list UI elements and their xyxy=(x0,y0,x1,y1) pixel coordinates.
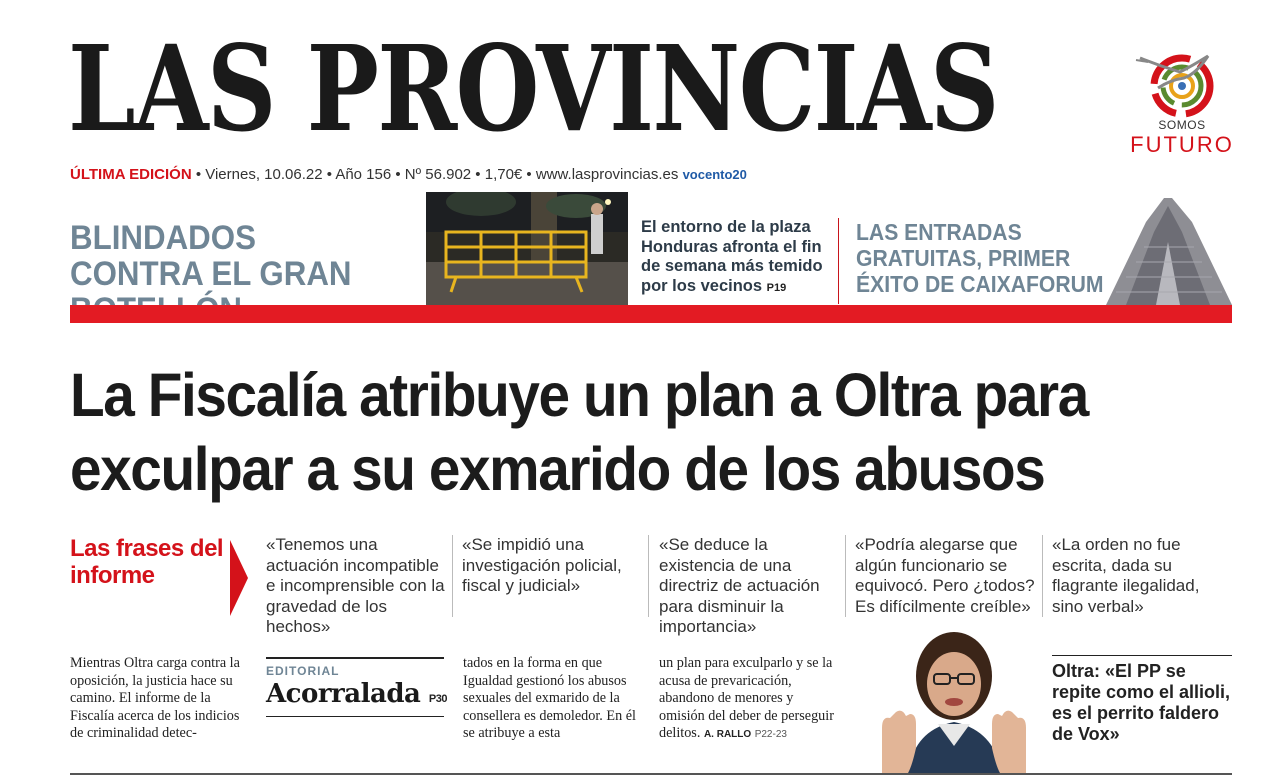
plaza-honduras-photo[interactable] xyxy=(426,192,628,305)
editorial-label: EDITORIAL xyxy=(266,664,340,678)
editorial-headline: Acorralada xyxy=(266,679,421,709)
editorial-title[interactable] xyxy=(266,679,447,709)
quote-divider xyxy=(452,535,453,617)
article-author: A. RALLO xyxy=(703,729,752,741)
quote-2: «Se impidió una investigación policial, fiscal y judicial» xyxy=(462,535,622,595)
edition-label: ÚLTIMA EDICIÓN xyxy=(70,166,192,183)
vocento-logo: vocento20 xyxy=(682,167,747,182)
teaser-caixaforum-title: LAS ENTRADAS GRATUITAS, PRIMER ÉXITO DE CAIXAFORUM xyxy=(856,219,1104,297)
oltra-photo[interactable] xyxy=(868,618,1040,773)
quote-4: «Podría alegarse que algún funcionario se equivocó. Pero ¿todos? Es difícilmente creíble» xyxy=(855,535,1035,616)
logo-futuro: FUTURO xyxy=(1130,132,1234,157)
teaser-botellon-body: El entorno de la plaza Honduras afronta el fin de semana más temido por los vecinos xyxy=(641,218,823,295)
logo-somos: SOMOS xyxy=(1158,118,1206,132)
oltra-quote[interactable]: Oltra: «El PP se repite como el allioli, es el perrito faldero de Vox» xyxy=(1052,661,1231,744)
edition-info xyxy=(70,166,747,183)
red-triangle-arrow-icon xyxy=(230,540,248,616)
quote-5: «La orden no fue escrita, dada su flagrante ilegalidad, sino verbal» xyxy=(1052,535,1200,616)
editorial-rule xyxy=(266,657,444,659)
teaser-botellon-text[interactable] xyxy=(641,218,831,298)
oltra-quote-rule xyxy=(1052,655,1232,656)
masthead-title: LAS PROVINCIAS xyxy=(68,19,998,158)
quote-divider xyxy=(1042,535,1043,617)
article-pages: P22-23 xyxy=(754,729,787,741)
article-column-3 xyxy=(659,655,839,744)
article-column-1: Mientras Oltra carga contra la oposición, la justicia hace su camino. El informe de la Fiscalía acerca de los indicios de criminalidad detec- xyxy=(70,655,240,742)
editorial-page: P30 xyxy=(428,693,447,705)
somos-futuro-logo xyxy=(1130,48,1234,158)
editorial-rule-bottom xyxy=(266,716,444,717)
article-column-3-text: un plan para exculparlo y se la acusa de prevaricación, abandono de menores y omisión del deber de perseguir delitos. xyxy=(659,655,834,742)
teaser-botellon-title[interactable]: BLINDADOS CONTRA EL GRAN xyxy=(70,219,352,293)
quote-3: «Se deduce la existencia de una directriz de actuación para disminuir la importancia» xyxy=(659,535,820,636)
quote-divider xyxy=(845,535,846,617)
edition-details: • Viernes, 10.06.22 • Año 156 • Nº 56.902 • 1,70€ • www.lasprovincias.es xyxy=(191,166,683,183)
heron-emblem-icon xyxy=(1130,48,1234,120)
red-banner xyxy=(70,305,1232,323)
quote-divider xyxy=(648,535,649,617)
bottom-rule xyxy=(70,773,1232,775)
teaser-botellon-page: P19 xyxy=(766,281,787,294)
teaser-divider xyxy=(838,218,839,304)
caixaforum-building-photo[interactable] xyxy=(1106,192,1232,305)
article-column-2: tados en la forma en que Igualdad gestionó los abusos sexuales del exmarido de la consellera es demoledor. En él se atribuye a esta xyxy=(463,655,636,742)
quote-1: «Tenemos una actuación incompatible e incomprensible con la gravedad de los hechos» xyxy=(266,535,445,636)
main-headline[interactable]: La Fiscalía atribuye un plan a Oltra para exculpar a su exmarido de los abusos xyxy=(70,361,1088,503)
frases-title: Las frases del informe xyxy=(70,535,224,589)
